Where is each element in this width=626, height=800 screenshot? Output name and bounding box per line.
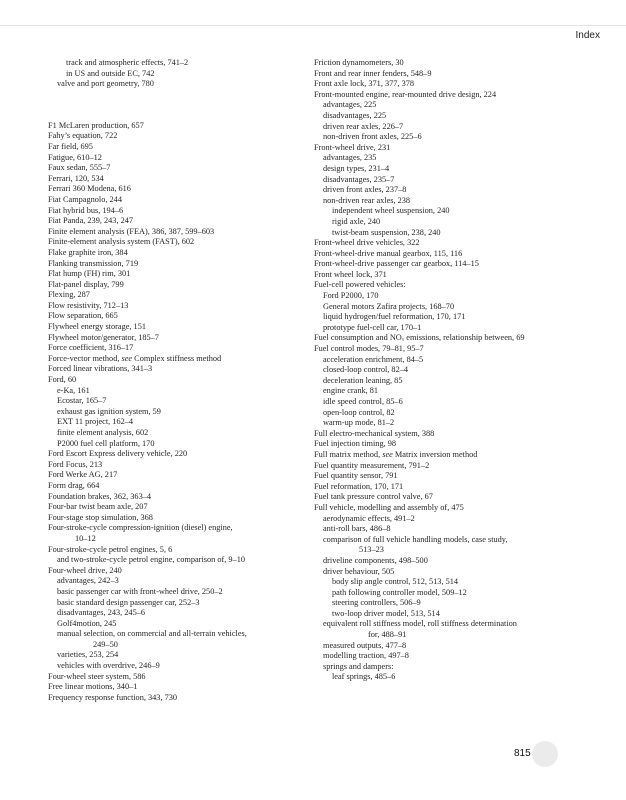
index-entry-text: anti-roll bars, 486–8: [323, 524, 391, 534]
index-entry-text: Fiat Panda, 239, 243, 247: [48, 216, 134, 226]
index-subentry: [314, 577, 576, 588]
index-entry-continuation: for, 488–91: [368, 630, 407, 640]
index-entry: [48, 131, 310, 142]
index-entry-text: Golf4motion, 245: [57, 618, 117, 628]
index-entry-text: Ford Focus, 213: [48, 459, 103, 469]
index-entry-text: Ferrari 360 Modena, 616: [48, 184, 131, 194]
index-subentry: [48, 439, 310, 450]
index-entry: [314, 270, 576, 281]
index-entry-text: EXT 11 project, 162–4: [57, 417, 134, 427]
index-column-right: [314, 58, 576, 683]
index-subentry: [48, 417, 310, 428]
index-entry-text: equivalent roll stiffness model, roll stiffness determination: [323, 619, 517, 629]
index-subentry: [314, 153, 576, 164]
index-entry-text: warm-up mode, 81–2: [323, 418, 395, 428]
index-subentry: [314, 376, 576, 387]
index-entry-text: Front-wheel drive vehicles, 322: [314, 238, 420, 248]
index-entry-text: Front-wheel-drive manual gearbox, 115, 116: [314, 248, 463, 258]
index-entry: [314, 280, 576, 291]
index-entry-text: rigid axle, 240: [332, 216, 381, 226]
index-entry-text: Ford Werke AG, 217: [48, 470, 118, 480]
index-entry-text: Flat-panel display, 799: [48, 279, 124, 289]
index-entry-text: design types, 231–4: [323, 163, 390, 173]
index-entry-text: acceleration enrichment, 84–5: [323, 354, 424, 364]
index-entry-text: path following controller model, 509–12: [332, 587, 467, 597]
index-subentry: [314, 598, 576, 609]
index-subentry: [48, 661, 310, 672]
index-entry-text: Forced linear vibrations, 341–3: [48, 364, 153, 374]
index-entry-text: Fuel consumption and NOₓ emissions, relationship between, 69: [314, 333, 525, 343]
index-entry: [48, 184, 310, 195]
index-entry-text: disadvantages, 225: [323, 110, 387, 120]
index-entry: [48, 470, 310, 481]
index-entry: [314, 471, 576, 482]
index-entry-text: disadvantages, 235–7: [323, 174, 395, 184]
index-entry: [314, 503, 576, 514]
index-entry: [314, 143, 576, 154]
index-entry: [314, 58, 576, 69]
index-entry: [48, 672, 310, 683]
index-entry-text: comparison of full vehicle handling models, case study,: [323, 534, 508, 544]
index-subentry: [48, 428, 310, 439]
index-subentry: [48, 608, 310, 619]
index-entry-text: Fiat Campagnolo, 244: [48, 194, 122, 204]
index-entry-text: P2000 fuel cell platform, 170: [57, 438, 155, 448]
index-entry-text: Fuel injection timing, 98: [314, 439, 397, 449]
index-entry-text: two-loop driver model, 513, 514: [332, 608, 440, 618]
index-entry-text: Four-bar twist beam axle, 207: [48, 502, 148, 512]
index-subentry: [48, 555, 310, 566]
index-entry-text: driven rear axles, 226–7: [323, 121, 404, 131]
index-subentry: [314, 535, 576, 556]
index-subentry: [314, 641, 576, 652]
index-entry-text: independent wheel suspension, 240: [332, 206, 450, 216]
index-entry-text: Flat hump (FH) rim, 301: [48, 269, 131, 279]
index-subentry: [314, 588, 576, 599]
index-entry: [48, 460, 310, 471]
index-entry: [48, 492, 310, 503]
index-entry-text: non-driven rear axles, 238: [323, 195, 411, 205]
index-entry-text: Foundation brakes, 362, 363–4: [48, 491, 152, 501]
index-entry: [314, 333, 576, 344]
index-entry: [48, 237, 310, 248]
index-subentry: [314, 619, 576, 640]
index-subentry: [314, 291, 576, 302]
index-entry-text: disadvantages, 243, 245–6: [57, 608, 146, 618]
index-subentry: [314, 514, 576, 525]
index-entry: [48, 195, 310, 206]
index-entry-text: valve and port geometry, 780: [57, 79, 154, 89]
index-entry: [314, 492, 576, 503]
index-entry-text: Full matrix method, see Matrix inversion method: [314, 449, 478, 459]
index-entry-text: Flywheel energy storage, 151: [48, 322, 147, 332]
index-entry: [48, 259, 310, 270]
index-entry-text: steering controllers, 506–9: [332, 598, 421, 608]
index-subentry: [314, 185, 576, 196]
index-subentry: [314, 609, 576, 620]
index-subentry: [314, 355, 576, 366]
index-entry-text: Full electro-mechanical system, 388: [314, 428, 435, 438]
index-entry-text: Fuel control modes, 79–81, 95–7: [314, 344, 424, 354]
index-entry: [48, 311, 310, 322]
index-subentry: [48, 619, 310, 630]
index-entry-text: Friction dynamometers, 30: [314, 58, 404, 67]
index-entry-text: finite element analysis, 602: [57, 428, 149, 437]
index-subentry: [48, 58, 310, 69]
index-subentry: [314, 302, 576, 313]
index-subentry: [48, 407, 310, 418]
index-entry-text: prototype fuel-cell car, 170–1: [323, 322, 422, 332]
index-subentry: [48, 69, 310, 80]
index-entry-text: Four-wheel drive, 240: [48, 565, 122, 575]
index-subentry: [314, 323, 576, 334]
index-subentry: [48, 587, 310, 598]
index-entry-text: liquid hydrogen/fuel reformation, 170, 171: [323, 312, 466, 322]
index-entry: [48, 322, 310, 333]
index-entry-text: Far field, 695: [48, 141, 93, 151]
index-entry-text: Fuel reformation, 170, 171: [314, 481, 404, 491]
index-entry-text: Ford, 60: [48, 375, 77, 385]
index-entry: [48, 513, 310, 524]
index-column-left: [48, 58, 310, 703]
index-subentry: [314, 556, 576, 567]
index-entry-text: Free linear motions, 340–1: [48, 682, 138, 692]
index-entry-text: manual selection, on commercial and all-terrain vehicles,: [57, 629, 247, 639]
index-entry-text: Front-mounted engine, rear-mounted drive design, 224: [314, 89, 497, 99]
index-entry: [48, 121, 310, 132]
index-subentry: [48, 598, 310, 609]
index-subentry: [314, 196, 576, 207]
index-subentry: [314, 111, 576, 122]
index-subentry: [314, 365, 576, 376]
index-entry-text: Flywheel motor/generator, 185–7: [48, 332, 159, 342]
index-entry-text: idle speed control, 85–6: [323, 397, 403, 406]
index-entry-text: advantages, 242–3: [57, 576, 119, 586]
index-subentry: [314, 524, 576, 535]
index-entry-text: Flexing, 287: [48, 290, 90, 300]
index-entry-text: driven front axles, 237–8: [323, 185, 407, 195]
index-entry-text: Ecostar, 165–7: [57, 396, 107, 406]
index-entry-text: Form drag, 664: [48, 480, 100, 490]
index-entry-text: Fuel quantity measurement, 791–2: [314, 460, 430, 470]
index-entry-text: e-Ka, 161: [57, 385, 90, 395]
index-subentry: [48, 79, 310, 90]
index-entry-text: body slip angle control, 512, 513, 514: [332, 577, 459, 587]
index-entry: [48, 693, 310, 704]
index-entry-text: Front wheel lock, 371: [314, 269, 387, 279]
index-entry: [48, 364, 310, 375]
index-entry: [314, 249, 576, 260]
index-entry-text: closed-loop control, 82–4: [323, 365, 409, 375]
index-entry-text: springs and dampers:: [323, 661, 394, 671]
index-entry: [48, 227, 310, 238]
index-entry: [48, 301, 310, 312]
index-entry-text: Four-stage stop simulation, 368: [48, 512, 153, 522]
index-entry: [314, 461, 576, 472]
page-number: 815: [514, 748, 531, 759]
index-entry: [48, 280, 310, 291]
index-entry-continuation: 10–12: [75, 533, 96, 543]
index-entry: [314, 238, 576, 249]
index-entry: [48, 174, 310, 185]
index-entry-text: Flow separation, 665: [48, 311, 118, 321]
index-entry-text: Finite element analysis (FEA), 386, 387, 599–603: [48, 226, 215, 236]
index-entry-text: Fahy’s equation, 722: [48, 131, 118, 141]
index-entry-text: Fuel quantity sensor, 791: [314, 471, 398, 481]
index-entry-text: aerodynamic effects, 491–2: [323, 513, 415, 523]
index-entry-text: basic standard design passenger car, 252–3: [57, 597, 200, 607]
index-entry: [48, 523, 310, 544]
index-subentry: [48, 629, 310, 650]
index-entry-text: in US and outside EC, 742: [66, 68, 155, 78]
index-subentry: [314, 418, 576, 429]
index-entry-text: Front and rear inner fenders, 548–9: [314, 68, 432, 78]
index-entry-text: exhaust gas ignition system, 59: [57, 406, 161, 416]
index-subentry: [314, 408, 576, 419]
page-number-tab: [532, 741, 558, 767]
index-entry-text: Front-wheel drive, 231: [314, 142, 391, 152]
index-entry: [48, 206, 310, 217]
index-entry-text: driver behaviour, 505: [323, 566, 395, 576]
index-subentry: [314, 672, 576, 683]
index-entry-text: leaf springs, 485–6: [332, 672, 396, 682]
index-entry-text: and two-stroke-cycle petrol engine, comparison of, 9–10: [57, 555, 246, 565]
index-entry-text: Ford P2000, 170: [323, 291, 379, 301]
index-entry-text: Faux sedan, 555–7: [48, 163, 111, 173]
index-entry-text: Flake graphite iron, 384: [48, 247, 128, 257]
index-subentry: [48, 650, 310, 661]
index-entry-text: engine crank, 81: [323, 386, 379, 396]
index-entry-text: Force-vector method, see Complex stiffness method: [48, 353, 222, 363]
index-entry: [48, 163, 310, 174]
index-entry: [48, 545, 310, 556]
index-subentry: [314, 217, 576, 228]
index-entry: [48, 566, 310, 577]
index-entry: [314, 482, 576, 493]
index-entry: [314, 79, 576, 90]
index-entry-text: basic passenger car with front-wheel drive, 250–2: [57, 586, 223, 596]
index-subentry: [314, 397, 576, 408]
index-subentry: [314, 122, 576, 133]
index-entry-text: vehicles with overdrive, 246–9: [57, 661, 160, 671]
index-subentry: [314, 651, 576, 662]
index-subentry: [314, 386, 576, 397]
index-entry-text: Ferrari, 120, 534: [48, 173, 104, 183]
index-subentry: [314, 164, 576, 175]
index-subentry: [314, 662, 576, 673]
index-entry: [48, 333, 310, 344]
index-entry: [48, 375, 310, 386]
index-entry-text: Four-stroke-cycle petrol engines, 5, 6: [48, 544, 173, 554]
index-entry: [48, 142, 310, 153]
index-entry: [48, 248, 310, 259]
index-entry-text: Four-stroke-cycle compression-ignition (diesel) engine,: [48, 523, 233, 533]
index-subentry: [314, 100, 576, 111]
index-entry: [314, 69, 576, 80]
index-entry-continuation: 513–23: [359, 545, 384, 555]
index-entry-text: Four-wheel steer system, 586: [48, 671, 146, 681]
index-entry: [314, 429, 576, 440]
index-entry: [314, 259, 576, 270]
index-entry-text: Frequency response function, 343, 730: [48, 692, 178, 702]
index-entry-text: driveline components, 498–500: [323, 555, 428, 565]
index-entry: [48, 269, 310, 280]
index-entry-text: Flanking transmission, 719: [48, 258, 139, 268]
index-subentry: [314, 312, 576, 323]
index-entry-text: F1 McLaren production, 657: [48, 120, 144, 130]
section-gap: [48, 90, 310, 121]
index-entry-text: advantages, 235: [323, 153, 377, 163]
index-entry-text: deceleration leaning, 85: [323, 375, 403, 385]
index-entry-text: non-driven front axles, 225–6: [323, 132, 422, 142]
index-entry-text: twist-beam suspension, 238, 240: [332, 227, 441, 237]
index-entry-text: advantages, 225: [323, 100, 377, 110]
index-entry: [48, 290, 310, 301]
index-entry-text: Fatigue, 610–12: [48, 152, 102, 162]
index-entry-text: Fuel tank pressure control valve, 67: [314, 492, 433, 502]
index-entry-text: Flow resistivity, 712–13: [48, 300, 129, 310]
index-subentry: [314, 206, 576, 217]
index-entry: [48, 343, 310, 354]
index-entry-text: Force coefficient, 316–17: [48, 343, 134, 353]
index-subentry: [48, 386, 310, 397]
index-entry: [48, 153, 310, 164]
index-entry: [48, 449, 310, 460]
index-subentry: [314, 132, 576, 143]
index-entry-text: varieties, 253, 254: [57, 650, 119, 660]
index-entry-text: Front axle lock, 371, 377, 378: [314, 79, 415, 89]
index-entry: [48, 216, 310, 227]
index-entry: [48, 481, 310, 492]
index-entry-text: Fiat hybrid bus, 194–6: [48, 205, 124, 215]
index-entry-text: Full vehicle, modelling and assembly of, 475: [314, 502, 464, 512]
running-header: Index: [575, 30, 600, 41]
index-entry: [48, 502, 310, 513]
index-subentry: [314, 175, 576, 186]
index-entry: [48, 354, 310, 365]
index-subentry: [48, 576, 310, 587]
index-entry: [314, 439, 576, 450]
index-entry-continuation: 249–50: [93, 639, 118, 649]
index-entry: [314, 344, 576, 355]
index-subentry: [314, 567, 576, 578]
index-entry: [48, 682, 310, 693]
index-entry-text: track and atmospheric effects, 741–2: [66, 58, 189, 67]
header-rule: [0, 25, 626, 26]
index-entry-text: measured outputs, 477–8: [323, 640, 407, 650]
index-entry-text: Finite-element analysis system (FAST), 602: [48, 237, 195, 247]
index-entry-text: Fuel-cell powered vehicles:: [314, 280, 406, 290]
index-entry: [314, 450, 576, 461]
index-entry-text: modelling traction, 497–8: [323, 651, 409, 661]
index-entry: [314, 90, 576, 101]
index-entry-text: Front-wheel-drive passenger car gearbox, 114–15: [314, 259, 479, 269]
index-entry-text: open-loop control, 82: [323, 407, 395, 417]
index-subentry: [48, 396, 310, 407]
index-subentry: [314, 228, 576, 239]
index-entry-text: General motors Zafira projects, 168–70: [323, 301, 455, 311]
index-entry-text: Ford Escort Express delivery vehicle, 220: [48, 449, 188, 459]
